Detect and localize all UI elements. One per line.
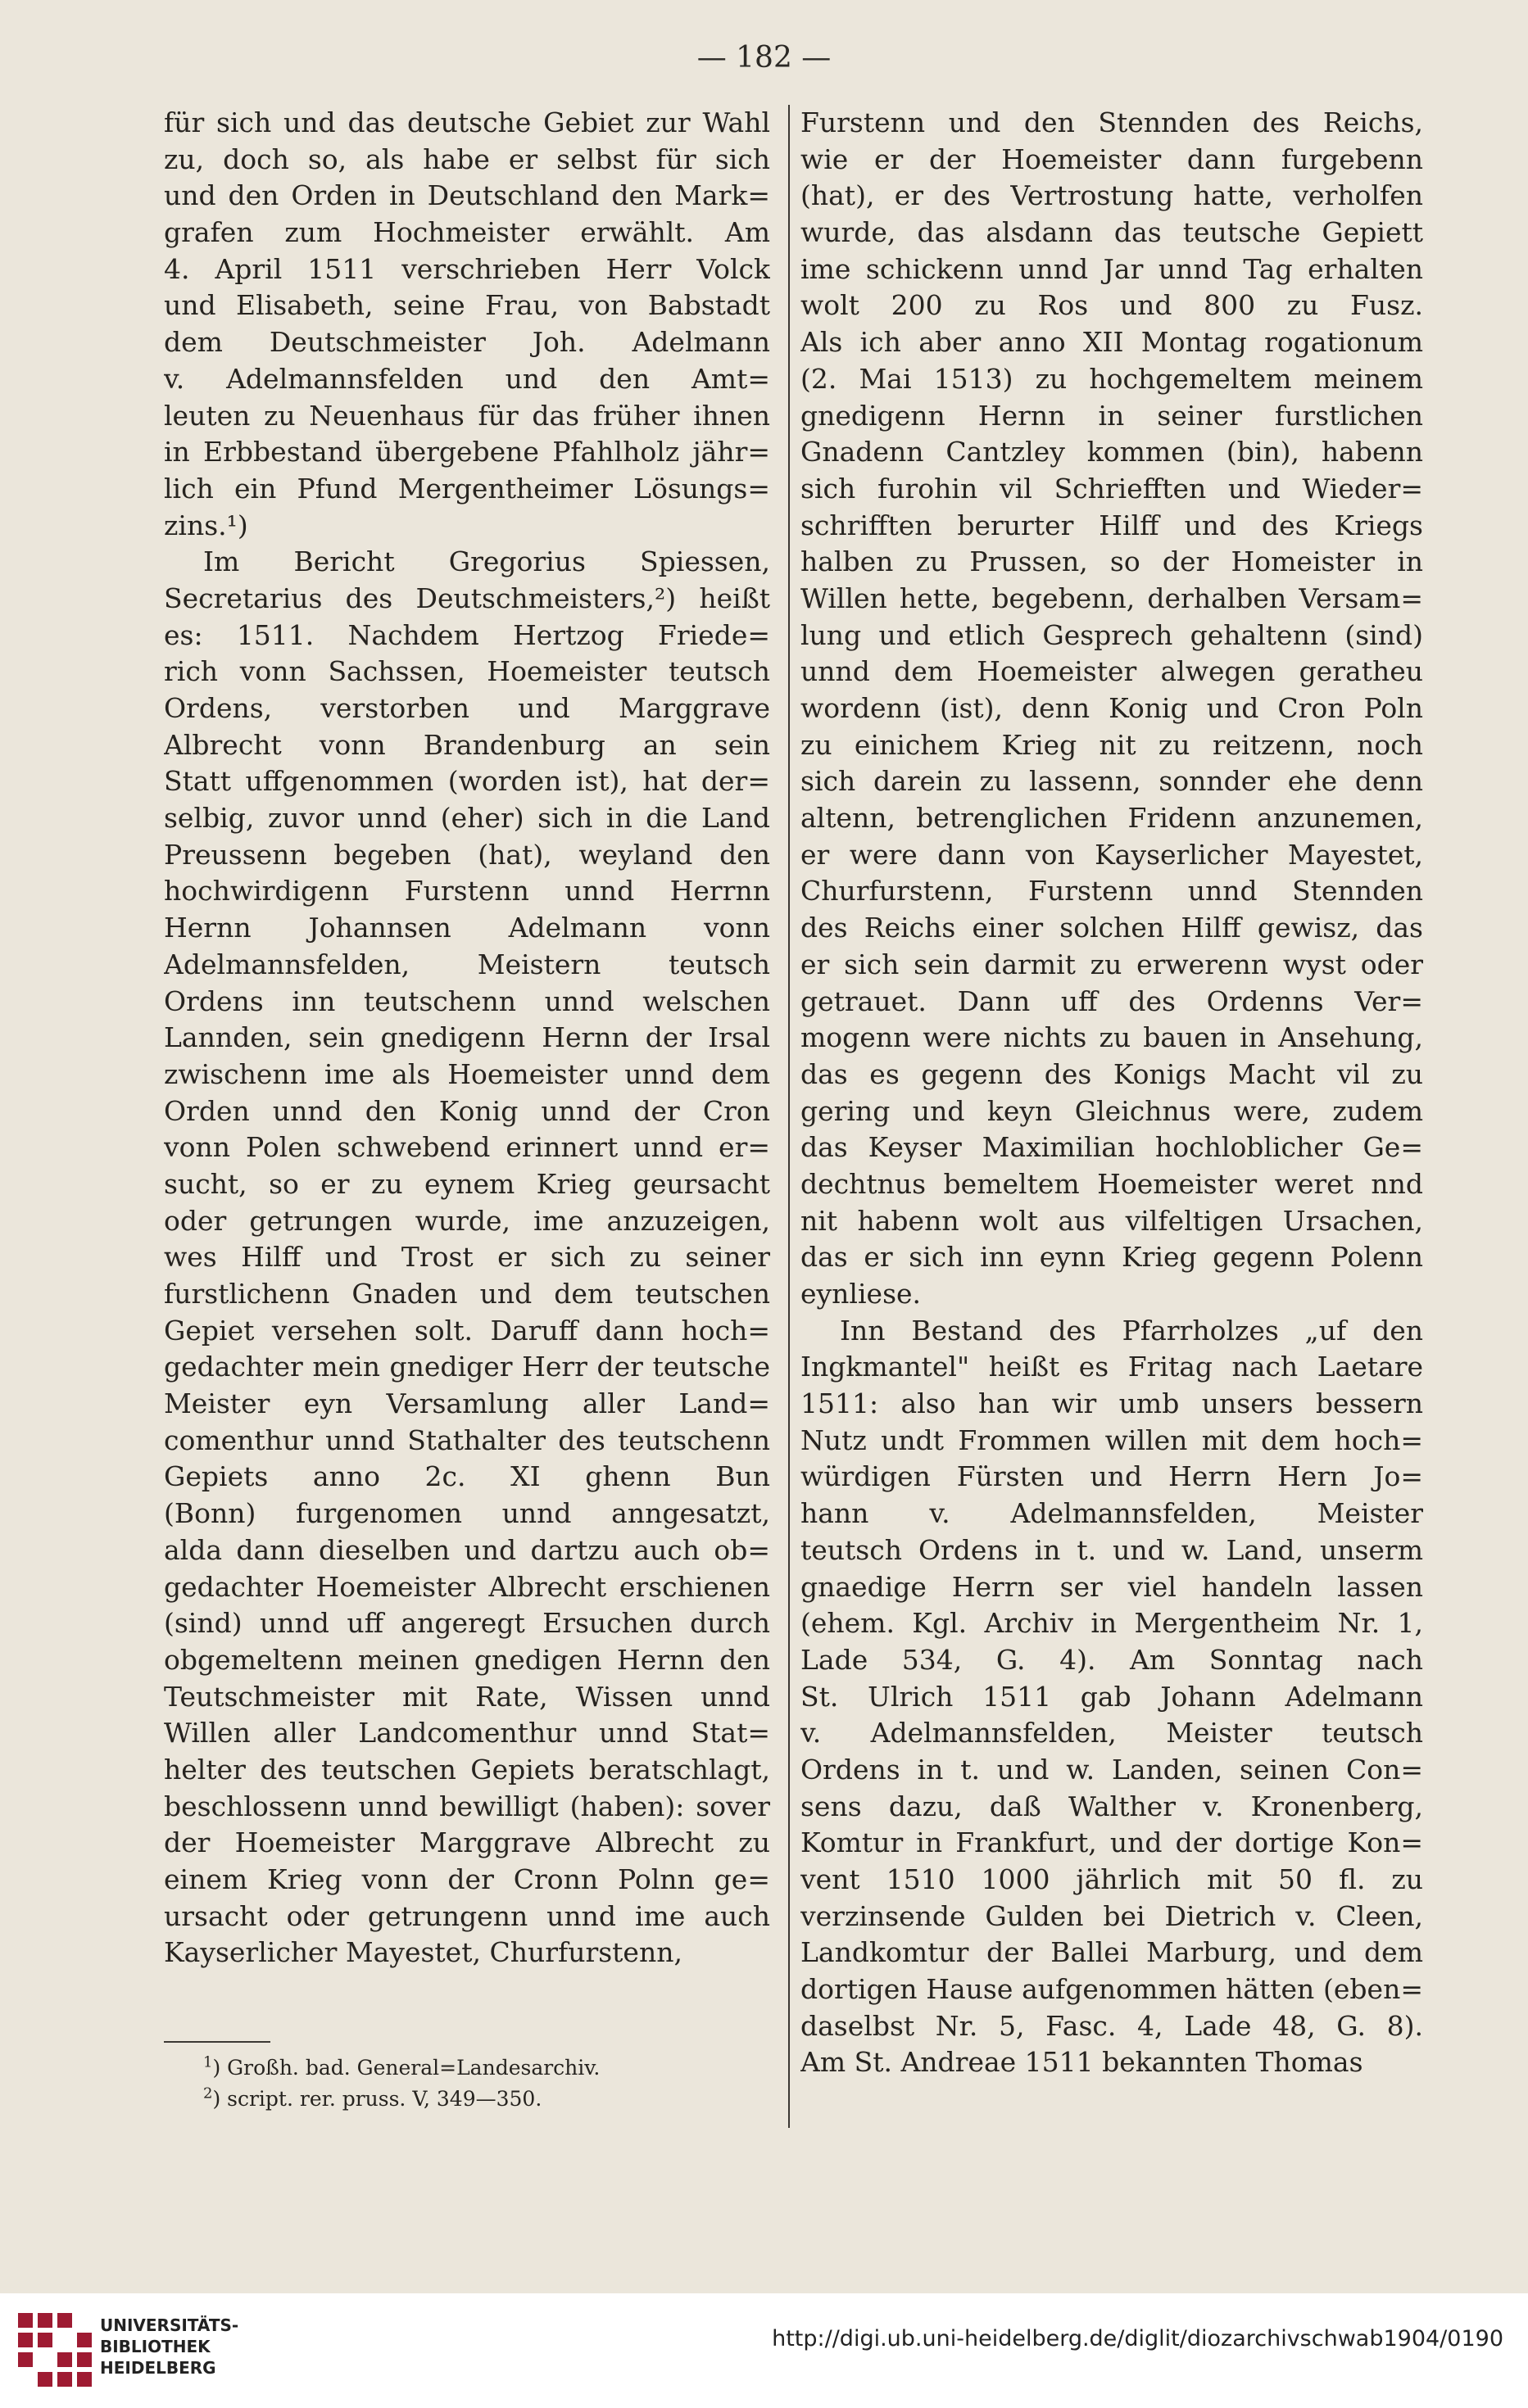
text-line: vent 1510 1000 jährlich mit 50 fl. zu — [800, 1863, 1423, 1895]
text-line: (ehem. Kgl. Archiv in Mergentheim Nr. 1, — [800, 1607, 1423, 1640]
text-line: (2. Mai 1513) zu hochgemeltem meinem — [800, 362, 1423, 395]
text-line: zwischenn ime als Hoemeister unnd dem — [164, 1057, 770, 1090]
text-line: Meister eyn Versamlung aller Land= — [164, 1387, 770, 1420]
text-line: wurde, das alsdann das teutsche Gepiett — [800, 216, 1423, 249]
text-line: zins.¹) — [164, 509, 248, 541]
source-url-link[interactable]: http://digi.ub.uni-heidelberg.de/diglit/diozarchivschwab1904/0190 — [772, 2326, 1503, 2351]
text-line: Komtur in Frankfurt, und der dortige Kon= — [800, 1826, 1423, 1859]
text-line: gering und keyn Gleichnus were, zudem — [800, 1094, 1423, 1127]
text-line: obgemeltenn meinen gnedigen Hernn den — [164, 1643, 770, 1676]
text-line: Churfurstenn, Furstenn unnd Stennden — [800, 875, 1423, 908]
text-line: gedachter mein gnediger Herr der teutsche — [164, 1351, 770, 1383]
right-text-column — [800, 105, 1423, 2081]
footnote-rule — [164, 2041, 270, 2043]
text-line: für sich und das deutsche Gebiet zur Wahl — [164, 106, 770, 138]
text-line: St. Ulrich 1511 gab Johann Adelmann — [800, 1680, 1423, 1713]
column-divider — [788, 105, 790, 2128]
text-line: würdigen Fürsten und Herrn Hern Jo= — [800, 1460, 1423, 1493]
text-line: das er sich inn eynn Krieg gegenn Polenn — [800, 1241, 1423, 1274]
text-line: wie er der Hoemeister dann furgebenn — [800, 143, 1423, 175]
library-name-line-3: HEIDELBERG — [100, 2358, 216, 2378]
text-line: und den Orden in Deutschland den Mark= — [164, 179, 770, 212]
text-line: Ordens inn teutschenn unnd welschen — [164, 984, 770, 1017]
text-line: getrauet. Dann uff des Ordenns Ver= — [800, 984, 1423, 1017]
footnote-1-text: ) Großh. bad. General=Landesarchiv. — [212, 2056, 601, 2080]
text-line: daselbst Nr. 5, Fasc. 4, Lade 48, G. 8). — [800, 2009, 1423, 2042]
text-line: hochwirdigenn Furstenn unnd Herrnn — [164, 875, 770, 908]
text-line: hann v. Adelmannsfelden, Meister — [800, 1497, 1423, 1530]
text-line: Furstenn und den Stennden des Reichs, — [800, 106, 1423, 138]
footnotes — [203, 2053, 760, 2115]
text-line: Kayserlicher Mayestet, Churfurstenn, — [164, 1936, 682, 1969]
text-line: er were dann von Kayserlicher Mayestet, — [800, 838, 1423, 871]
text-line: sens dazu, daß Walther v. Kronenberg, — [800, 1790, 1423, 1822]
text-line: vonn Polen schwebend erinnert unnd er= — [164, 1131, 770, 1164]
text-line: gnedigenn Hernn in seiner furstlichen — [800, 399, 1423, 432]
text-line: lich ein Pfund Mergentheimer Lösungs= — [164, 472, 770, 505]
text-line: Als ich aber anno XII Montag rogationum — [800, 326, 1423, 359]
text-line: Statt uffgenommen (worden ist), hat der= — [164, 765, 770, 798]
text-line: das es gegenn des Konigs Macht vil zu — [800, 1057, 1423, 1090]
text-line: wordenn (ist), denn Konig und Cron Poln — [800, 692, 1423, 724]
text-line: zu einichem Krieg nit zu reitzenn, noch — [800, 728, 1423, 761]
text-line: beschlossenn unnd bewilligt (haben): sover — [164, 1790, 770, 1822]
text-line: Gnadenn Cantzley kommen (bin), habenn — [800, 436, 1423, 468]
text-line: mogenn were nichts zu bauen in Ansehung, — [800, 1021, 1423, 1054]
text-line: (Bonn) furgenomen unnd anngesatzt, — [164, 1497, 770, 1530]
text-line: halben zu Prussen, so der Homeister in — [800, 545, 1423, 578]
text-line: schrifften berurter Hilff und des Kriegs — [800, 509, 1423, 541]
text-line: 4. April 1511 verschrieben Herr Volck — [164, 252, 770, 285]
text-line: Nutz undt Frommen willen mit dem hoch= — [800, 1424, 1423, 1456]
footnote-2-text: ) script. rer. pruss. V, 349—350. — [212, 2087, 542, 2111]
text-line: leuten zu Neuenhaus für das früher ihnen — [164, 399, 770, 432]
text-line: selbig, zuvor unnd (eher) sich in die Land — [164, 802, 770, 835]
text-line: er sich sein darmit zu erwerenn wyst oder — [800, 948, 1423, 980]
text-line: Landkomtur der Ballei Marburg, und dem — [800, 1936, 1423, 1969]
text-line: sucht, so er zu eynem Krieg geursacht — [164, 1167, 770, 1200]
text-line: wolt 200 zu Ros und 800 zu Fusz. — [800, 289, 1423, 322]
text-line: und Elisabeth, seine Frau, von Babstadt — [164, 289, 770, 322]
text-line: altenn, betrenglichen Fridenn anzunemen, — [800, 802, 1423, 835]
library-name-line-1: UNIVERSITÄTS- — [100, 2315, 239, 2335]
text-line: unnd dem Hoemeister alwegen geratheu — [800, 655, 1423, 688]
university-library-logo-icon — [15, 2310, 93, 2388]
text-line: ime schickenn unnd Jar unnd Tag erhalten — [800, 252, 1423, 285]
text-line: helter des teutschen Gepiets beratschlagt, — [164, 1753, 770, 1786]
footnote-1-mark: 1 — [203, 2053, 213, 2071]
text-line: Albrecht vonn Brandenburg an sein — [164, 728, 770, 761]
text-line: lung und etlich Gesprech gehaltenn (sind) — [800, 618, 1423, 651]
text-line: Adelmannsfelden, Meistern teutsch — [164, 948, 770, 980]
text-line: v. Adelmannsfelden und den Amt= — [164, 362, 770, 395]
text-line: (hat), er des Vertrostung hatte, verholfen — [800, 179, 1423, 212]
viewer-footer — [0, 2293, 1528, 2408]
text-line: Gepiets anno 2c. XI ghenn Bun — [164, 1460, 770, 1493]
text-line: alda dann dieselben und dartzu auch ob= — [164, 1533, 770, 1566]
text-line: Ordens, verstorben und Marggrave — [164, 692, 770, 724]
text-line: Gepiet versehen solt. Daruff dann hoch= — [164, 1314, 770, 1347]
text-line: ursacht oder getrungenn unnd ime auch — [164, 1899, 770, 1932]
text-line: sich furohin vil Schriefften und Wieder= — [800, 472, 1423, 505]
text-line: comenthur unnd Stathalter des teutschenn — [164, 1424, 770, 1456]
text-line: gnaedige Herrn ser viel handeln lassen — [800, 1570, 1423, 1603]
footnote-2-mark: 2 — [203, 2084, 213, 2102]
text-line: rich vonn Sachssen, Hoemeister teutsch — [164, 655, 770, 688]
library-name — [100, 2315, 238, 2379]
text-line: Ingkmantel" heißt es Fritag nach Laetare — [800, 1351, 1423, 1383]
text-line: Willen hette, begebenn, derhalben Versam= — [800, 582, 1423, 614]
text-line: dortigen Hause aufgenommen hätten (eben= — [800, 1973, 1423, 2006]
text-line: sich darein zu lassenn, sonnder ehe denn — [800, 765, 1423, 798]
text-line: einem Krieg vonn der Cronn Polnn ge= — [164, 1863, 770, 1895]
text-line: Am St. Andreae 1511 bekannten Thomas — [800, 2046, 1363, 2079]
text-line: Preussenn begeben (hat), weyland den — [164, 838, 770, 871]
text-line: wes Hilff und Trost er sich zu seiner — [164, 1241, 770, 1274]
text-line: furstlichenn Gnaden und dem teutschen — [164, 1278, 770, 1310]
text-line: der Hoemeister Marggrave Albrecht zu — [164, 1826, 770, 1859]
text-line: das Keyser Maximilian hochloblicher Ge= — [800, 1131, 1423, 1164]
text-line: v. Adelmannsfelden, Meister teutsch — [800, 1717, 1423, 1749]
text-line: nit habenn wolt aus vilfeltigen Ursachen, — [800, 1204, 1423, 1237]
text-line: Orden unnd den Konig unnd der Cron — [164, 1094, 770, 1127]
text-line: oder getrungen wurde, ime anzuzeigen, — [164, 1204, 770, 1237]
text-line: eynliese. — [800, 1278, 922, 1310]
text-line: Teutschmeister mit Rate, Wissen unnd — [164, 1680, 770, 1713]
library-name-line-2: BIBLIOTHEK — [100, 2337, 211, 2356]
text-line: Lannden, sein gnedigenn Hernn der Irsal — [164, 1021, 770, 1054]
text-line: teutsch Ordens in t. und w. Land, unserm — [800, 1533, 1423, 1566]
text-line: es: 1511. Nachdem Hertzog Friede= — [164, 618, 770, 651]
left-text-column — [164, 105, 770, 1971]
text-line: Willen aller Landcomenthur unnd Stat= — [164, 1717, 770, 1749]
text-line: dem Deutschmeister Joh. Adelmann — [164, 326, 770, 359]
text-line: grafen zum Hochmeister erwählt. Am — [164, 216, 770, 249]
page-number: — 182 — — [696, 41, 832, 75]
text-line: (sind) unnd uff angeregt Ersuchen durch — [164, 1607, 770, 1640]
text-line: des Reichs einer solchen Hilff gewisz, das — [800, 912, 1423, 944]
text-line: verzinsende Gulden bei Dietrich v. Cleen, — [800, 1899, 1423, 1932]
text-line: Hernn Johannsen Adelmann vonn — [164, 912, 770, 944]
text-line: Lade 534, G. 4). Am Sonntag nach — [800, 1643, 1423, 1676]
text-line: Secretarius des Deutschmeisters,²) heißt — [164, 582, 770, 614]
text-line: zu, doch so, als habe er selbst für sich — [164, 143, 770, 175]
text-line: dechtnus bemeltem Hoemeister weret nnd — [800, 1167, 1423, 1200]
footnote-1 — [203, 2053, 760, 2084]
text-line: gedachter Hoemeister Albrecht erschienen — [164, 1570, 770, 1603]
footnote-2 — [203, 2084, 760, 2115]
text-line: 1511: also han wir umb unsers bessern — [800, 1387, 1423, 1420]
text-line: Ordens in t. und w. Landen, seinen Con= — [800, 1753, 1423, 1786]
text-line: in Erbbestand übergebene Pfahlholz jähr= — [164, 436, 770, 468]
text-line: Im Bericht Gregorius Spiessen, — [203, 545, 770, 578]
text-line: Inn Bestand des Pfarrholzes „uf den — [840, 1314, 1423, 1347]
